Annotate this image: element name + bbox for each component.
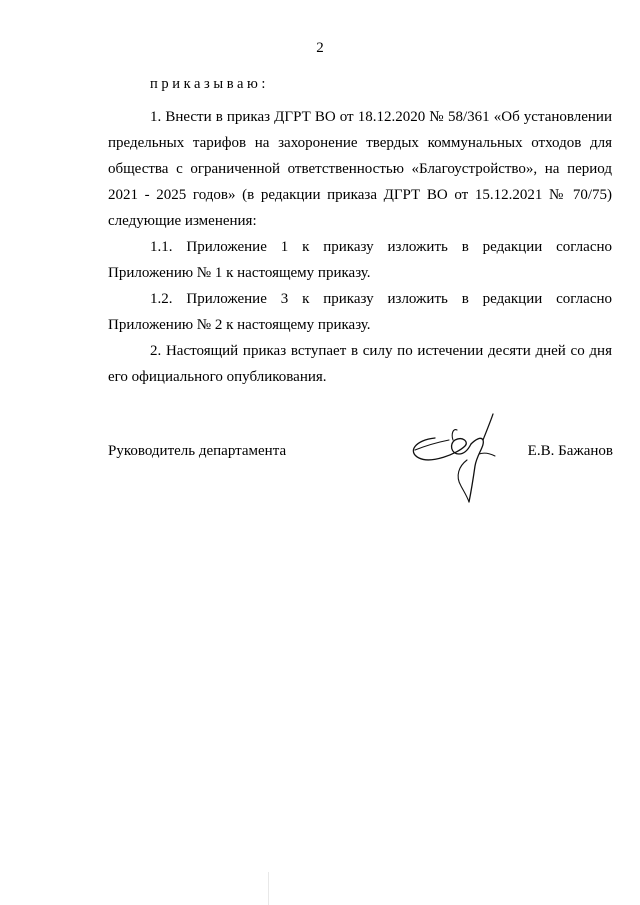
page-number: 2 — [316, 40, 324, 56]
paragraph-2: 2. Настоящий приказ вступает в силу по истечении десяти дней со дня его официального опубликования. — [108, 343, 612, 385]
signatory-name: Е.В. Бажанов — [527, 443, 613, 459]
order-heading: приказываю: — [150, 76, 270, 92]
scan-artifact-line — [268, 872, 269, 905]
paragraph-1-2: 1.2. Приложение 3 к приказу изложить в редакции согласно Приложению № 2 к настоящему приказу. — [108, 291, 612, 333]
signatory-title: Руководитель департамента — [108, 443, 287, 459]
paragraph-1: 1. Внести в приказ ДГРТ ВО от 18.12.2020 № 58/361 «Об установлении предельных тарифов на захоронение твердых коммунальных отходов для общества с ограниченной ответственностью «Благоустройство», на период 2021 - 2025 годов» (в редакции приказа ДГРТ ВО от 15.12.2021 № 70/75) следующие изменения: — [108, 109, 612, 229]
paragraph-1-1: 1.1. Приложение 1 к приказу изложить в редакции согласно Приложению № 1 к настоящему приказу. — [108, 239, 612, 281]
handwritten-signature-icon — [405, 410, 515, 505]
